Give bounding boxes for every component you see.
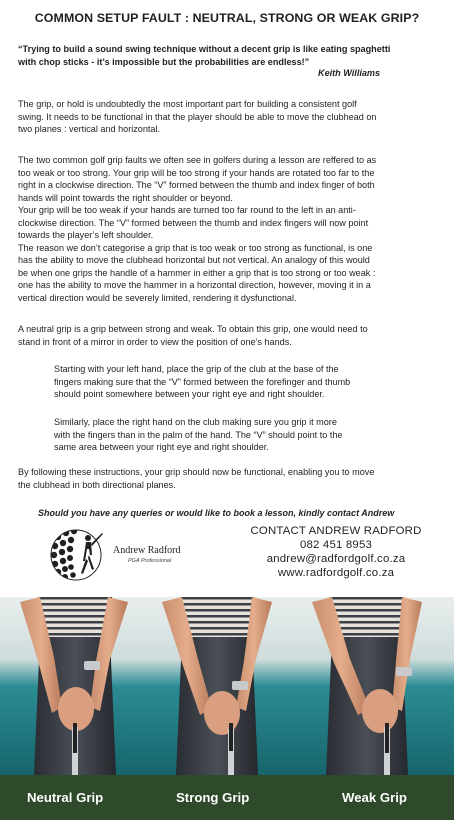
call-to-action: Should you have any queries or would like to book a lesson, kindly contact Andrew	[38, 508, 395, 518]
text-line: The grip, or hold is undoubtedly the most important part for building a consistent golf	[18, 99, 357, 109]
text-line: Starting with your left hand, place the grip of the club at the base of the	[54, 364, 339, 374]
text-line: The reason we don’t categorise a grip that is too weak or too strong as functional, is one	[18, 242, 373, 253]
text-line: By following these instructions, your grip should now be functional, enabling you to move	[18, 467, 375, 477]
text-line: Similarly, place the right hand on the club making sure you grip it more	[54, 417, 337, 427]
text-line: swing. It needs to be functional in that the player should be able to move the clubhead on	[18, 111, 377, 122]
text-line: vertical direction would be severely limited, rendering it dysfunctional.	[18, 292, 297, 303]
contact-block	[238, 524, 434, 580]
quote	[18, 43, 438, 68]
text-line: one has the ability to move the hammer in a horizontal direction, however, moving it in a	[18, 280, 371, 290]
quote-line: with chop sticks - it’s impossible but the probabilities are endless!”	[18, 56, 310, 67]
text-line: A neutral grip is a grip between strong and weak. To obtain this grip, one would need to	[18, 324, 368, 334]
logo-name: Andrew Radford	[113, 545, 181, 556]
caption-weak-grip: Weak Grip	[342, 790, 407, 805]
text-line: right in a clockwise direction. The “V” formed between the thumb and index finger of both	[18, 180, 375, 190]
contact-phone: 082 451 8953	[299, 539, 373, 551]
text-line: hands will point towards the right shoulder or beyond.	[18, 192, 233, 203]
caption-strong-grip: Strong Grip	[176, 790, 250, 805]
contact-heading: CONTACT ANDREW RADFORD	[250, 525, 422, 537]
paragraph-left-hand	[54, 363, 404, 401]
text-line: has the ability to move the clubhead horizontal but not vertical. An analogy of this would	[18, 255, 370, 265]
text-line: stand in front of a mirror in order to view the position of one’s hands.	[18, 336, 292, 347]
text-line: Your grip will be too weak if your hands are turned too far round to the left in an anti-	[18, 205, 356, 215]
text-line: clockwise direction. The “V” formed between the thumb and index fingers will now point	[18, 217, 369, 228]
text-line: same area between your right eye and right shoulder.	[54, 442, 269, 452]
paragraph-grip-faults	[18, 154, 438, 304]
text-line: should point somewhere between your right eye and right shoulder.	[54, 389, 325, 399]
quote-author: Keith Williams	[318, 68, 381, 78]
paragraph-right-hand	[54, 416, 404, 454]
logo-subtitle: PGA Professional	[128, 558, 172, 564]
golfer-grips-illustration	[0, 597, 454, 775]
text-line: towards the player’s left shoulder.	[18, 230, 154, 240]
caption-bar	[0, 775, 454, 820]
text-line: The two common golf grip faults we often see in golfers during a lesson are reffered to as	[18, 155, 377, 165]
paragraph-neutral-grip	[18, 323, 438, 348]
quote-line: “Trying to build a sound swing technique without a decent grip is like eating spaghetti	[18, 44, 391, 54]
text-line: two planes : vertical and horizontal.	[18, 124, 161, 134]
grip-comparison-photo	[0, 597, 454, 775]
text-line: with the fingers than in the palm of the hand. The “V” should point to the	[54, 429, 343, 440]
paragraph-conclusion	[18, 466, 438, 491]
caption-neutral-grip: Neutral Grip	[27, 790, 104, 805]
golf-ball-golfer-logo-icon	[50, 525, 114, 585]
text-line: too weak or too strong. Your grip will be too strong if your hands are rotated too far to the	[18, 167, 375, 178]
radford-golf-logo	[50, 525, 190, 585]
contact-website[interactable]: www.radfordgolf.co.za	[277, 567, 395, 579]
text-line: be when one grips the handle of a hammer in either a grip that is too strong or too weak :	[18, 267, 376, 278]
page-title: COMMON SETUP FAULT : NEUTRAL, STRONG OR WEAK GRIP?	[34, 11, 420, 25]
text-line: fingers making sure that the “V” formed between the forefinger and thumb	[54, 376, 351, 387]
text-line: the clubhead in both directional planes.	[18, 479, 176, 490]
contact-email[interactable]: andrew@radfordgolf.co.za	[266, 553, 406, 565]
paragraph-grip-intro	[18, 98, 438, 136]
